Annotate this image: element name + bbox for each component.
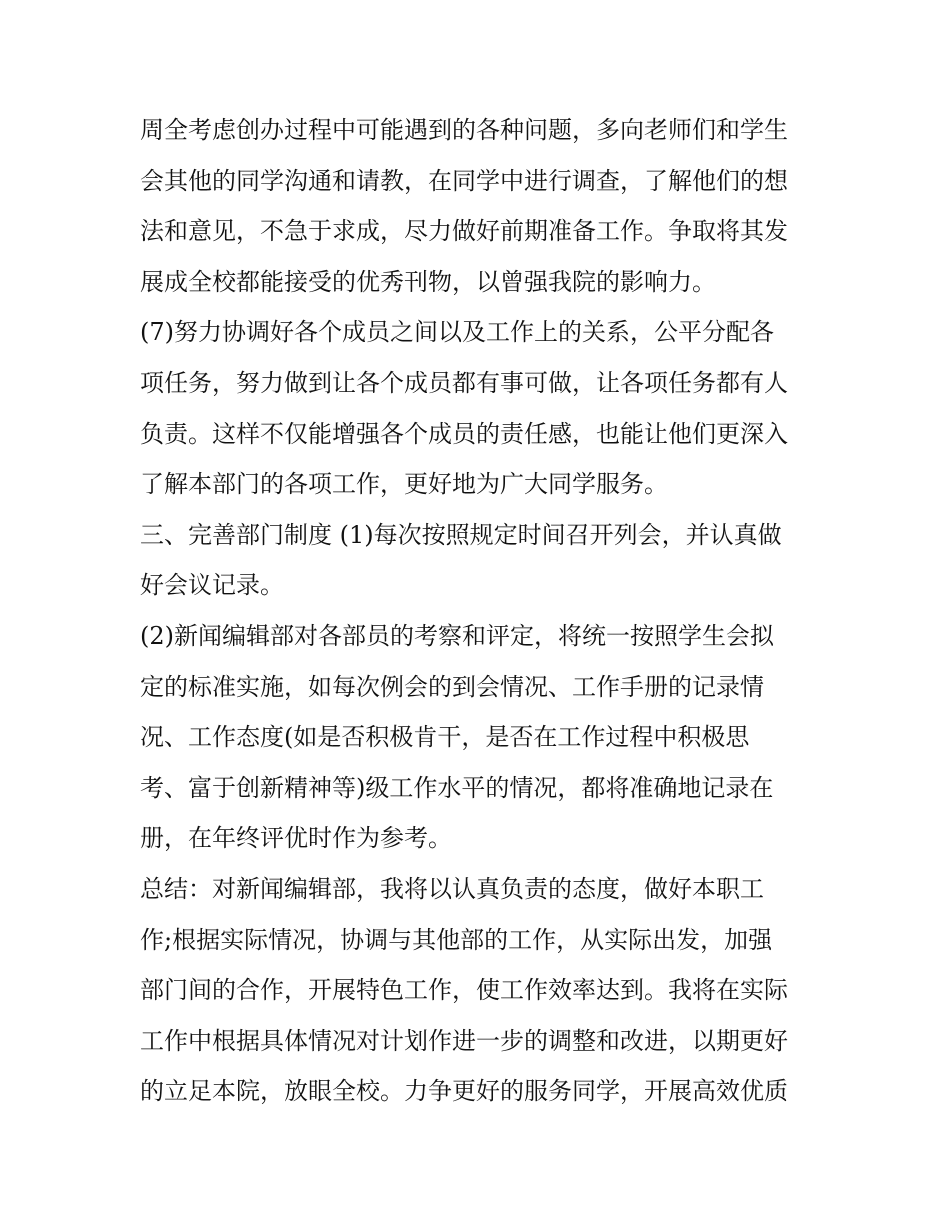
text-line: 作;根据实际情况，协调与其他部的工作，从实际出发，加强	[140, 925, 773, 954]
text-line: 了解本部门的各项工作，更好地为广大同学服务。	[140, 470, 668, 499]
text-line: (7)努力协调好各个成员之间以及工作上的关系，公平分配各	[140, 318, 774, 347]
text-line: 会其他的同学沟通和请教，在同学中进行调查，了解他们的想	[140, 166, 788, 195]
text-line: 定的标准实施，如每次例会的到会情况、工作手册的记录情	[140, 672, 764, 701]
text-line: 况、工作态度(如是否积极肯干，是否在工作过程中积极思	[140, 723, 750, 752]
text-line: 负责。这样不仅能增强各个成员的责任感，也能让他们更深入	[140, 419, 788, 448]
text-line: (2)新闻编辑部对各部员的考察和评定，将统一按照学生会拟	[140, 621, 774, 650]
text-line: 工作中根据具体情况对计划作进一步的调整和改进，以期更好	[140, 1026, 788, 1055]
text-line: 展成全校都能接受的优秀刊物，以曾强我院的影响力。	[140, 267, 716, 296]
section-heading-line: 三、完善部门制度 (1)每次按照规定时间召开列会，并认真做	[140, 520, 782, 549]
text-line: 周全考虑创办过程中可能遇到的各种问题，多向老师们和学生	[140, 116, 788, 144]
text-line: 法和意见，不急于求成，尽力做好前期准备工作。争取将其发	[140, 217, 788, 246]
text-line: 的立足本院，放眼全校。力争更好的服务同学，开展高效优质	[140, 1077, 788, 1106]
text-line: 部门间的合作，开展特色工作，使工作效率达到。我将在实际	[140, 976, 788, 1005]
document-body	[140, 105, 820, 1117]
text-line: 好会议记录。	[140, 571, 284, 600]
text-line: 考、富于创新精神等)级工作水平的情况，都将准确地记录在	[140, 773, 774, 802]
text-line: 项任务，努力做到让各个成员都有事可做，让各项任务都有人	[140, 368, 788, 397]
text-line: 册，在年终评优时作为参考。	[140, 824, 452, 853]
summary-line: 总结：对新闻编辑部，我将以认真负责的态度，做好本职工	[140, 874, 764, 903]
